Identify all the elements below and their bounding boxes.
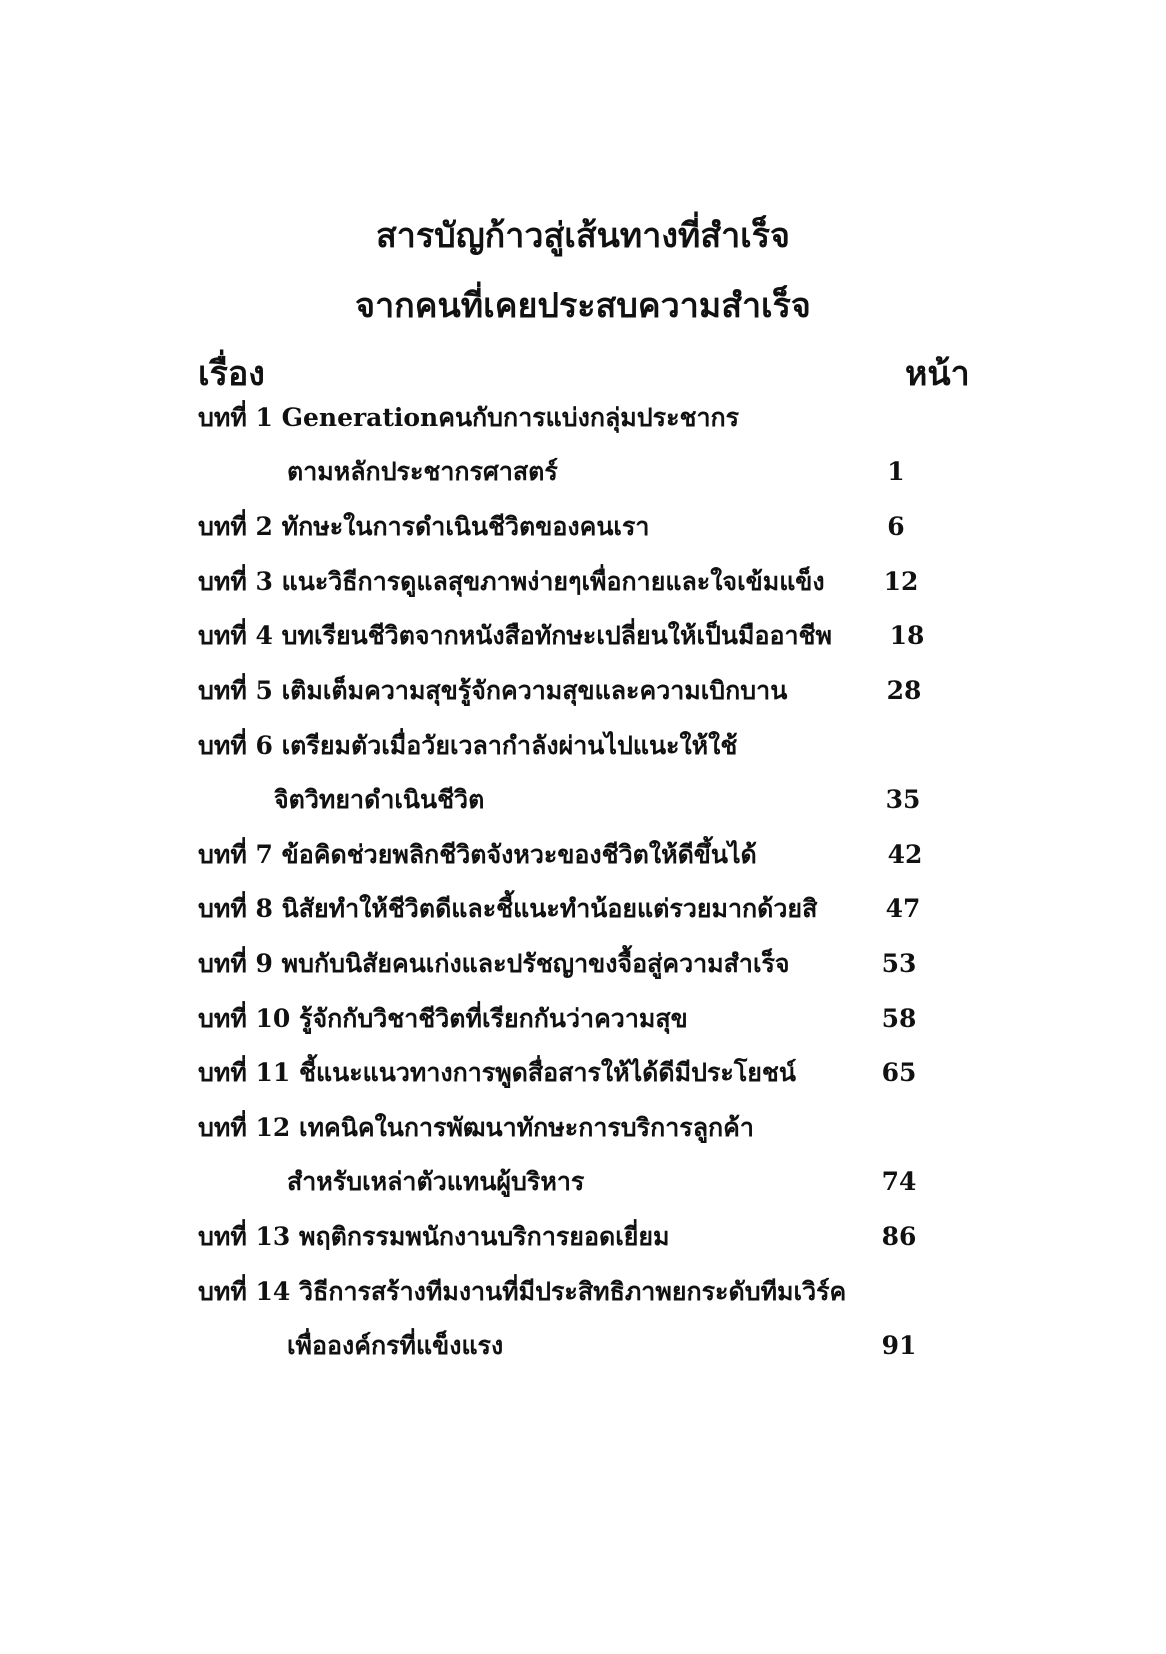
toc-entry-14-title: บทที่ 14 วิธีการสร้างทีมงานที่มีประสิทธิภาพยกระดับทีมเวิร์ค	[198, 1277, 847, 1306]
toc-entry-6-page: 35	[885, 785, 921, 814]
toc-title-line1: สารบัญก้าวสู่เส้นทางที่สำเร็จ	[376, 216, 790, 256]
toc-entry-12-title: บทที่ 12 เทคนิคในการพัฒนาทักษะการบริการลูกค้า	[198, 1113, 754, 1142]
toc-entry-10-page: 58	[881, 1004, 917, 1033]
toc-entry-10-title: บทที่ 10 รู้จักกับวิชาชีวิตที่เรียกกันว่าความสุข	[198, 1004, 688, 1033]
column-header-chapter: เรื่อง	[198, 354, 265, 394]
toc-entry-3-title: บทที่ 3 แนะวิธีการดูแลสุขภาพง่ายๆเพื่อกายและใจเข้มแข็ง	[198, 567, 825, 596]
toc-entry-13-title: บทที่ 13 พฤติกรรมพนักงานบริการยอดเยี่ยม	[198, 1222, 670, 1251]
toc-title-line2: จากคนที่เคยประสบความสำเร็จ	[355, 286, 811, 326]
toc-entry-11-page: 65	[881, 1058, 917, 1087]
toc-entry-9-title: บทที่ 9 พบกับนิสัยคนเก่งและปรัชญาขงจื้อสู่ความสำเร็จ	[198, 949, 790, 978]
toc-entry-2-title: บทที่ 2 ทักษะในการดำเนินชีวิตของคนเรา	[198, 512, 650, 541]
toc-entry-13-page: 86	[881, 1222, 917, 1251]
toc-entry-3-page: 12	[883, 567, 919, 596]
toc-entry-5-title: บทที่ 5 เติมเต็มความสุขรู้จักความสุขและความเบิกบาน	[198, 676, 788, 705]
toc-entry-5-page: 28	[886, 676, 922, 705]
toc-entry-8-page: 47	[885, 894, 921, 923]
column-header-page: หน้า	[905, 354, 970, 394]
toc-entry-14-title-cont: เพื่อองค์กรที่แข็งแรง	[287, 1331, 504, 1360]
toc-entry-2-page: 6	[887, 512, 905, 541]
toc-entry-9-page: 53	[881, 949, 917, 978]
toc-entry-12-page: 74	[881, 1167, 917, 1196]
toc-entry-4-title: บทที่ 4 บทเรียนชีวิตจากหนังสือทักษะเปลี่ยนให้เป็นมืออาชีพ	[198, 621, 832, 650]
toc-entry-7-page: 42	[887, 840, 923, 869]
toc-entry-14-page: 91	[881, 1331, 917, 1360]
toc-entry-1-title-cont: ตามหลักประชากรศาสตร์	[287, 457, 558, 486]
toc-entry-1-title: บทที่ 1 Generationคนกับการแบ่งกลุ่มประชากร	[198, 403, 740, 432]
toc-entry-4-page: 18	[889, 621, 925, 650]
toc-entry-6-title: บทที่ 6 เตรียมตัวเมื่อวัยเวลากำลังผ่านไปแนะให้ใช้	[198, 731, 738, 760]
toc-entry-1-page: 1	[887, 457, 905, 486]
toc-entry-11-title: บทที่ 11 ชี้แนะแนวทางการพูดสื่อสารให้ได้ดีมีประโยชน์	[198, 1058, 796, 1087]
toc-entry-12-title-cont: สำหรับเหล่าตัวแทนผู้บริหาร	[287, 1167, 585, 1196]
toc-entry-8-title: บทที่ 8 นิสัยทำให้ชีวิตดีและชี้แนะทำน้อยแต่รวยมากด้วยสิ	[198, 894, 818, 923]
toc-entry-6-title-cont: จิตวิทยาดำเนินชีวิต	[274, 785, 485, 814]
toc-entry-7-title: บทที่ 7 ข้อคิดช่วยพลิกชีวิตจังหวะของชีวิตให้ดีขึ้นได้	[198, 840, 757, 869]
